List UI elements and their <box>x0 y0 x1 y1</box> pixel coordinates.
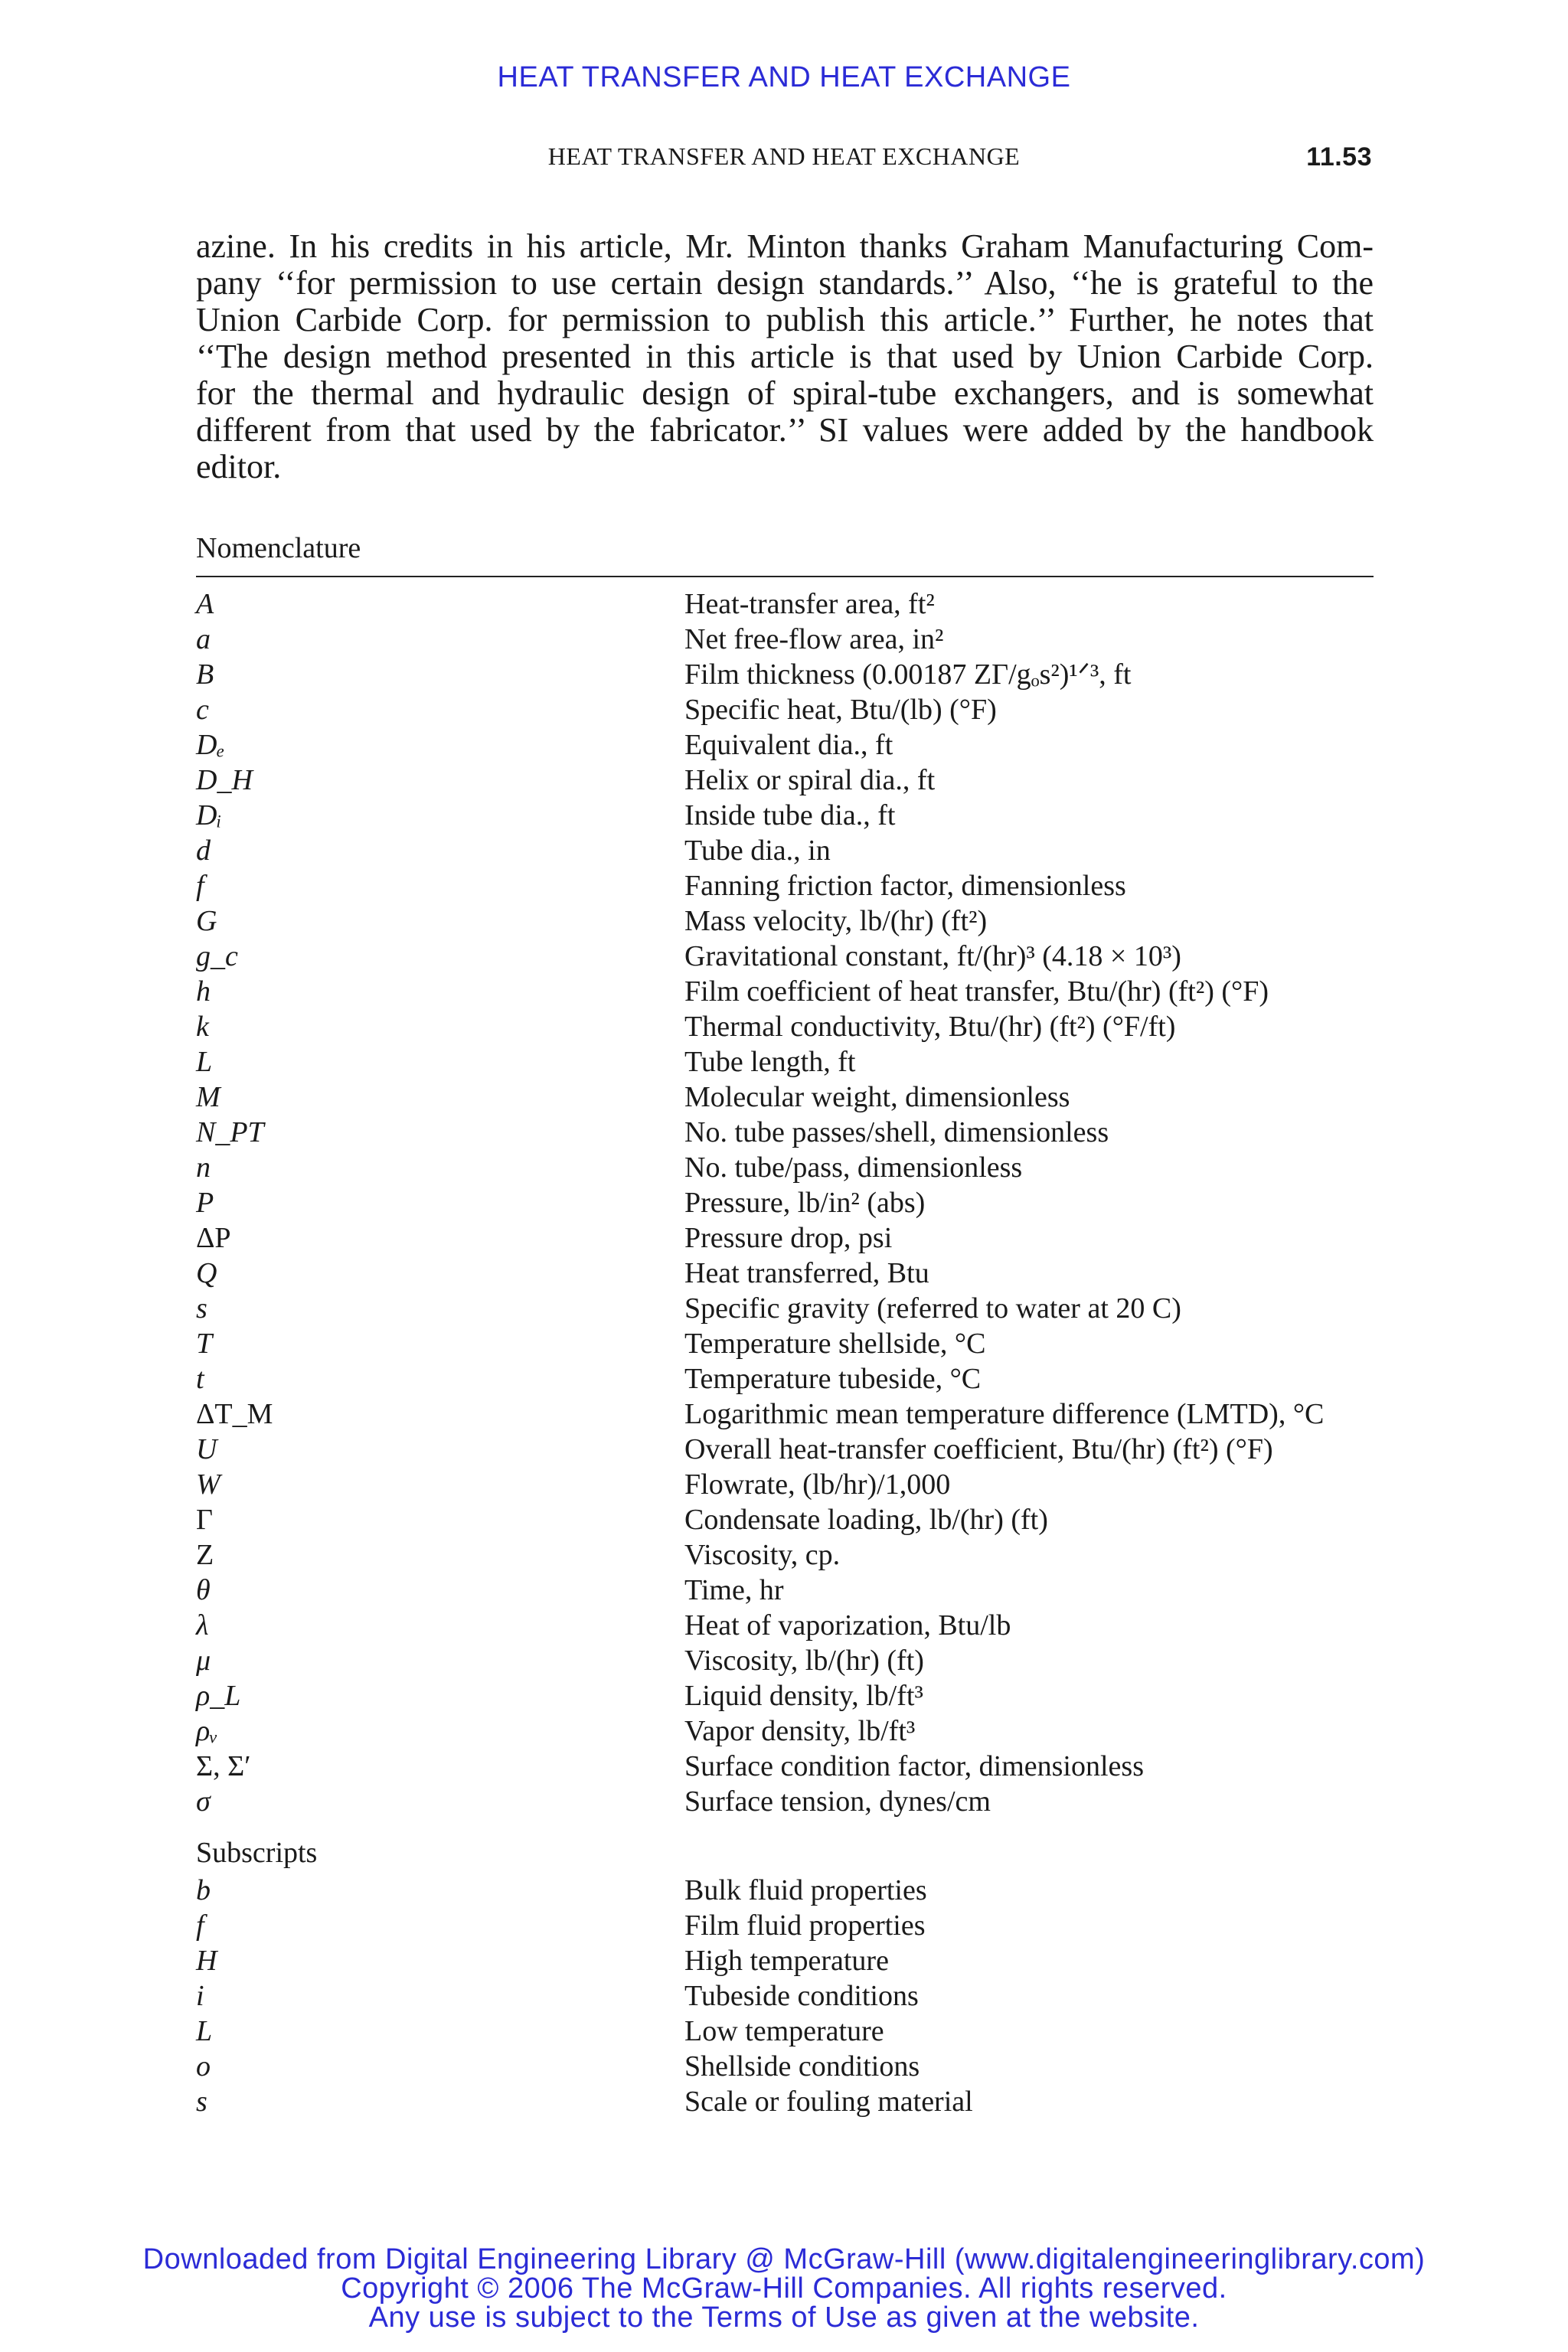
nomenclature-row <box>196 1608 1421 1643</box>
nomenclature-symbol: ρᵥ <box>196 1715 218 1747</box>
nomenclature-definition: No. tube/pass, dimensionless <box>684 1152 1023 1184</box>
nomenclature-definition: Pressure drop, psi <box>684 1222 893 1254</box>
nomenclature-row <box>196 1361 1421 1396</box>
nomenclature-symbol: Z <box>196 1539 214 1571</box>
nomenclature-symbol: ρ_L <box>196 1680 241 1712</box>
nomenclature-row <box>196 833 1421 868</box>
subscript-symbol: s <box>196 2086 207 2118</box>
nomenclature-symbol: σ <box>196 1785 211 1818</box>
nomenclature-definition: Tube dia., in <box>684 835 831 867</box>
nomenclature-row <box>196 1432 1421 1467</box>
intro-line: editor. <box>196 448 282 485</box>
nomenclature-symbol: g_c <box>196 940 238 972</box>
nomenclature-symbol: ΔT_M <box>196 1398 273 1430</box>
nomenclature-row <box>196 763 1421 798</box>
nomenclature-definition: Specific gravity (referred to water at 20 C) <box>684 1292 1181 1325</box>
nomenclature-row <box>196 1150 1421 1185</box>
nomenclature-definition: Helix or spiral dia., ft <box>684 764 936 796</box>
subscript-row <box>196 1978 1421 2014</box>
subscript-symbol: H <box>196 1945 217 1977</box>
nomenclature-definition: Flowrate, (lb/hr)/1,000 <box>684 1468 951 1501</box>
subscript-row <box>196 1943 1421 1978</box>
nomenclature-row <box>196 1678 1421 1713</box>
nomenclature-definition: Surface condition factor, dimensionless <box>684 1750 1144 1782</box>
nomenclature-definition: Net free-flow area, in² <box>684 623 944 655</box>
subscript-definition: Tubeside conditions <box>684 1980 919 2012</box>
nomenclature-definition: Film coefficient of heat transfer, Btu/(hr) (ft²) (°F) <box>684 975 1269 1008</box>
nomenclature-definition: Vapor density, lb/ft³ <box>684 1715 916 1747</box>
nomenclature-definition: Equivalent dia., ft <box>684 729 893 761</box>
nomenclature-row <box>196 1713 1421 1749</box>
nomenclature-definition: No. tube passes/shell, dimensionless <box>684 1116 1109 1148</box>
subscript-definition: Bulk fluid properties <box>684 1874 927 1906</box>
intro-line: azine. In his credits in his article, Mr. Minton thanks Graham Manufacturing Com- <box>196 227 1374 265</box>
nomenclature-row <box>196 586 1421 622</box>
nomenclature-definition: Film thickness (0.00187 ZΓ/gₒs²)¹ᐟ³, ft <box>684 658 1132 691</box>
nomenclature-row <box>196 1291 1421 1326</box>
nomenclature-row <box>196 1220 1421 1256</box>
subscripts-heading: Subscripts <box>196 1837 318 1869</box>
intro-line: different from that used by the fabricator.’’ SI values were added by the handbook <box>196 411 1374 449</box>
nomenclature-symbol: Γ <box>196 1504 213 1536</box>
subscript-row <box>196 1908 1421 1943</box>
nomenclature-definition: Condensate loading, lb/(hr) (ft) <box>684 1504 1048 1536</box>
nomenclature-row <box>196 903 1421 939</box>
nomenclature-row <box>196 1537 1421 1573</box>
subscript-row <box>196 2049 1421 2084</box>
nomenclature-symbol: n <box>196 1152 211 1184</box>
nomenclature-symbol: θ <box>196 1574 211 1606</box>
footer-terms[interactable]: Any use is subject to the Terms of Use as given at the website. <box>368 2301 1200 2334</box>
subscript-definition: Scale or fouling material <box>684 2086 973 2118</box>
nomenclature-definition: Time, hr <box>684 1574 784 1606</box>
nomenclature-definition: Heat-transfer area, ft² <box>684 588 935 620</box>
nomenclature-definition: Heat transferred, Btu <box>684 1257 929 1289</box>
nomenclature-symbol: d <box>196 835 211 867</box>
nomenclature-symbol: A <box>196 588 214 620</box>
subscript-row <box>196 2014 1421 2049</box>
nomenclature-row <box>196 974 1421 1009</box>
nomenclature-symbol: D_H <box>196 764 253 796</box>
nomenclature-heading: Nomenclature <box>196 532 361 564</box>
nomenclature-row <box>196 727 1421 763</box>
nomenclature-symbol: L <box>196 1046 213 1078</box>
nomenclature-row <box>196 1643 1421 1678</box>
nomenclature-symbol: Σ, Σ′ <box>196 1750 251 1782</box>
nomenclature-symbol: W <box>196 1468 220 1501</box>
running-title: HEAT TRANSFER AND HEAT EXCHANGE <box>547 142 1021 170</box>
nomenclature-row <box>196 1009 1421 1044</box>
nomenclature-row <box>196 1115 1421 1150</box>
subscript-row <box>196 1873 1421 1908</box>
nomenclature-symbol: Dᵢ <box>196 799 222 831</box>
nomenclature-definition: Heat of vaporization, Btu/lb <box>684 1609 1011 1642</box>
nomenclature-row <box>196 657 1421 692</box>
nomenclature-definition: Viscosity, lb/(hr) (ft) <box>684 1645 924 1677</box>
nomenclature-row <box>196 798 1421 833</box>
nomenclature-symbol: μ <box>196 1645 211 1677</box>
nomenclature-row <box>196 1502 1421 1537</box>
subscript-row <box>196 2084 1421 2119</box>
top-section-link[interactable]: HEAT TRANSFER AND HEAT EXCHANGE <box>497 61 1071 93</box>
nomenclature-definition: Inside tube dia., ft <box>684 799 896 831</box>
intro-paragraph <box>196 228 1374 485</box>
nomenclature-symbol: Q <box>196 1257 217 1289</box>
nomenclature-symbol: G <box>196 905 217 937</box>
nomenclature-definition: Liquid density, lb/ft³ <box>684 1680 923 1712</box>
nomenclature-row <box>196 1784 1421 1819</box>
nomenclature-row <box>196 1256 1421 1291</box>
subscript-definition: Low temperature <box>684 2015 884 2047</box>
nomenclature-definition: Surface tension, dynes/cm <box>684 1785 991 1818</box>
nomenclature-symbol: λ <box>196 1609 209 1642</box>
nomenclature-definition: Pressure, lb/in² (abs) <box>684 1187 926 1219</box>
subscript-symbol: b <box>196 1874 211 1906</box>
nomenclature-definition: Thermal conductivity, Btu/(hr) (ft²) (°F/ft) <box>684 1011 1176 1043</box>
nomenclature-symbol: Dₑ <box>196 729 225 761</box>
subscript-symbol: L <box>196 2015 213 2047</box>
nomenclature-list <box>196 586 1421 1819</box>
subscript-symbol: o <box>196 2050 211 2082</box>
subscript-definition: Film fluid properties <box>684 1909 926 1942</box>
nomenclature-row <box>196 1467 1421 1502</box>
nomenclature-row <box>196 1185 1421 1220</box>
nomenclature-row <box>196 939 1421 974</box>
nomenclature-row <box>196 622 1421 657</box>
nomenclature-definition: Logarithmic mean temperature difference (LMTD), °C <box>684 1398 1325 1430</box>
nomenclature-definition: Temperature shellside, °C <box>684 1328 986 1360</box>
nomenclature-symbol: B <box>196 658 214 691</box>
subscript-symbol: f <box>196 1909 204 1942</box>
nomenclature-definition: Temperature tubeside, °C <box>684 1363 982 1395</box>
nomenclature-symbol: U <box>196 1433 217 1465</box>
nomenclature-rule <box>196 576 1374 577</box>
nomenclature-symbol: a <box>196 623 211 655</box>
nomenclature-symbol: N_PT <box>196 1116 264 1148</box>
nomenclature-row <box>196 1326 1421 1361</box>
nomenclature-row <box>196 1044 1421 1080</box>
nomenclature-row <box>196 1573 1421 1608</box>
nomenclature-symbol: f <box>196 870 204 902</box>
nomenclature-row <box>196 692 1421 727</box>
nomenclature-symbol: h <box>196 975 211 1008</box>
footer-copyright[interactable]: Copyright © 2006 The McGraw-Hill Companies. All rights reserved. <box>341 2272 1227 2305</box>
nomenclature-row <box>196 868 1421 903</box>
nomenclature-definition: Tube length, ft <box>684 1046 856 1078</box>
nomenclature-definition: Fanning friction factor, dimensionless <box>684 870 1126 902</box>
intro-line: ‘‘The design method presented in this article is that used by Union Carbide Corp. <box>196 338 1374 375</box>
nomenclature-symbol: c <box>196 694 209 726</box>
nomenclature-definition: Mass velocity, lb/(hr) (ft²) <box>684 905 988 937</box>
nomenclature-row <box>196 1749 1421 1784</box>
nomenclature-symbol: k <box>196 1011 209 1043</box>
nomenclature-row <box>196 1080 1421 1115</box>
subscript-definition: Shellside conditions <box>684 2050 920 2082</box>
subscript-definition: High temperature <box>684 1945 889 1977</box>
nomenclature-symbol: t <box>196 1363 204 1395</box>
subscripts-list <box>196 1873 1421 2119</box>
intro-line: Union Carbide Corp. for permission to publish this article.’’ Further, he notes that <box>196 301 1374 338</box>
intro-line: for the thermal and hydraulic design of spiral-tube exchangers, and is somewhat <box>196 374 1374 412</box>
nomenclature-symbol: P <box>196 1187 214 1219</box>
nomenclature-definition: Overall heat-transfer coefficient, Btu/(hr) (ft²) (°F) <box>684 1433 1273 1465</box>
nomenclature-definition: Molecular weight, dimensionless <box>684 1081 1070 1113</box>
subscript-symbol: i <box>196 1980 204 2012</box>
nomenclature-symbol: ΔP <box>196 1222 231 1254</box>
nomenclature-symbol: T <box>196 1328 213 1360</box>
footer-download-link[interactable]: Downloaded from Digital Engineering Library @ McGraw-Hill (www.digitalengineeringlibrary.com) <box>142 2243 1426 2275</box>
nomenclature-definition: Specific heat, Btu/(lb) (°F) <box>684 694 997 726</box>
nomenclature-definition: Viscosity, cp. <box>684 1539 841 1571</box>
nomenclature-definition: Gravitational constant, ft/(hr)³ (4.18 × 10³) <box>684 940 1181 972</box>
intro-line: pany ‘‘for permission to use certain design standards.’’ Also, ‘‘he is grateful to the <box>196 264 1374 302</box>
nomenclature-row <box>196 1396 1421 1432</box>
nomenclature-symbol: M <box>196 1081 220 1113</box>
page-number: 11.53 <box>1306 142 1372 172</box>
nomenclature-symbol: s <box>196 1292 207 1325</box>
